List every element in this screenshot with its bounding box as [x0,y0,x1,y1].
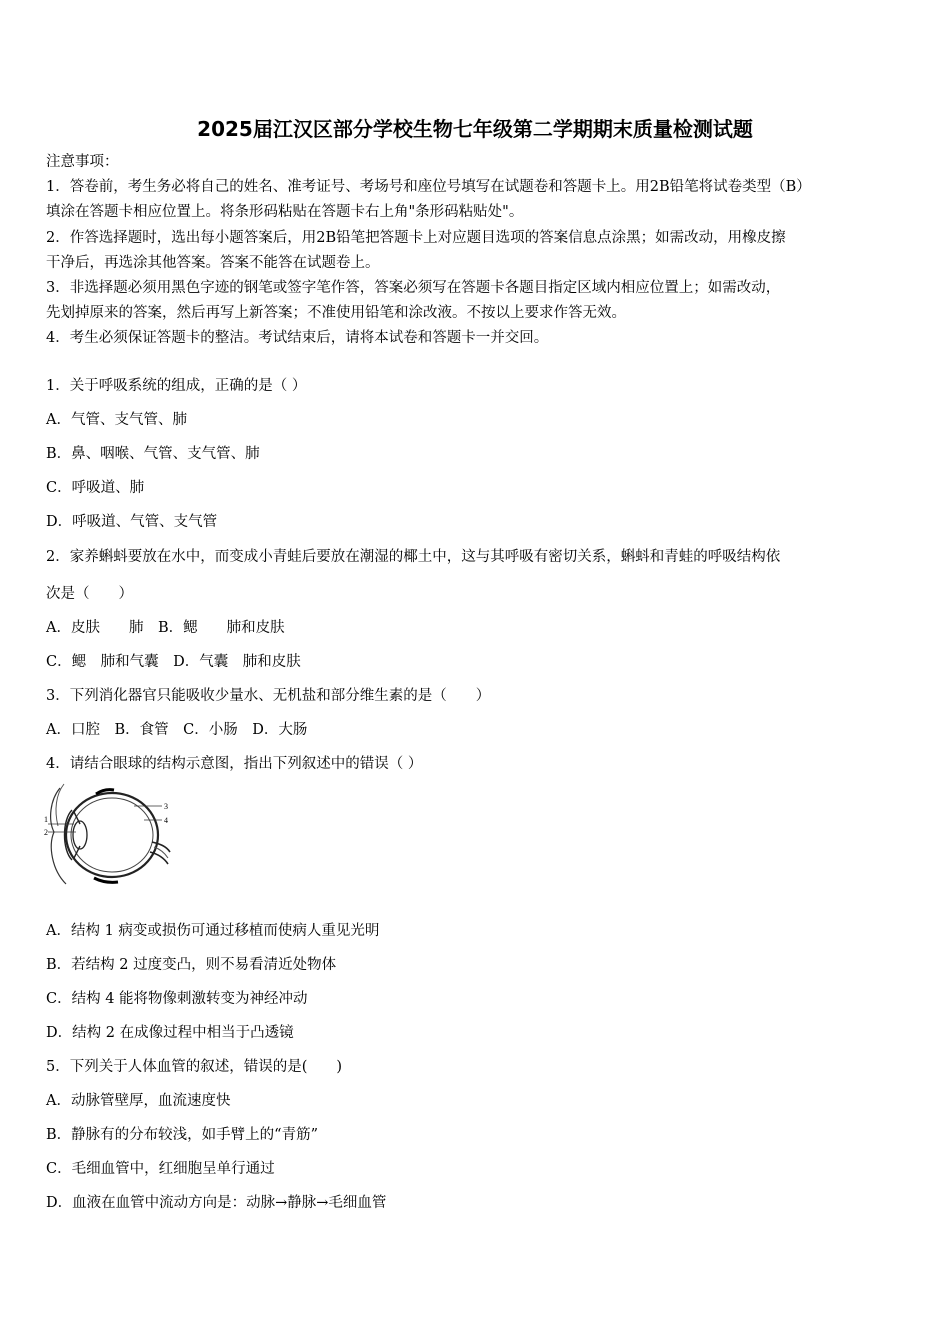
question-1-stem: 1．关于呼吸系统的组成，正确的是（ ） [46,378,307,394]
question-1-option-c: C．呼吸道、肺 [46,480,145,496]
question-1-option-a: A．气管、支气管、肺 [46,412,187,428]
notice-line: 2．作答选择题时，选出每小题答案后，用2B铅笔把答题卡上对应题目选项的答案信息点涂黑；如需改动，用橡皮擦 [46,230,786,246]
question-5-option-d: D．血液在血管中流动方向是：动脉→静脉→毛细血管 [46,1195,387,1211]
question-2-stem-cont: 次是（ ） [46,586,133,602]
question-5-option-b: B．静脉有的分布较浅，如手臂上的“青筋” [46,1127,318,1143]
question-4-option-a: A．结构 1 病变或损伤可通过移植而使病人重见光明 [46,923,380,939]
question-4-option-b: B．若结构 2 过度变凸，则不易看清近处物体 [46,957,337,973]
notice-line: 填涂在答题卡相应位置上。将条形码粘贴在答题卡右上角"条形码粘贴处"。 [46,204,524,220]
notice-line: 4．考生必须保证答题卡的整洁。考试结束后，请将本试卷和答题卡一并交回。 [46,330,549,346]
question-3-stem: 3．下列消化器官只能吸收少量水、无机盐和部分维生素的是（ ） [46,688,491,704]
question-5-option-c: C．毛细血管中，红细胞呈单行通过 [46,1161,275,1177]
question-1-option-b: B．鼻、咽喉、气管、支气管、肺 [46,446,260,462]
figure-label-3: 3 [164,802,168,811]
question-4-stem: 4．请结合眼球的结构示意图，指出下列叙述中的错误（ ） [46,756,423,772]
page-title: 2025届江汉区部分学校生物七年级第二学期期末质量检测试题 [197,117,753,141]
question-2-options-cd: C．鳃 肺和气囊 D．气囊 肺和皮肤 [46,654,301,670]
question-3-options: A．口腔 B．食管 C．小肠 D．大肠 [46,722,308,738]
notice-heading: 注意事项： [46,154,119,170]
figure-label-1: 1 [44,815,48,824]
question-5-stem: 5．下列关于人体血管的叙述，错误的是( ) [46,1059,343,1075]
question-2-stem: 2．家养蝌蚪要放在水中，而变成小青蛙后要放在潮湿的椰土中，这与其呼吸有密切关系，蝌蚪和青蛙的呼吸结构依 [46,549,781,565]
question-1-option-d: D．呼吸道、气管、支气管 [46,514,218,530]
figure-label-2: 2 [44,828,48,837]
notice-line: 先划掉原来的答案，然后再写上新答案；不准使用铅笔和涂改液。不按以上要求作答无效。 [46,305,626,321]
question-4-option-c: C．结构 4 能将物像刺激转变为神经冲动 [46,991,308,1007]
question-4-option-d: D．结构 2 在成像过程中相当于凸透镜 [46,1025,294,1041]
notice-line: 干净后，再选涂其他答案。答案不能答在试题卷上。 [46,255,380,271]
figure-label-4: 4 [164,816,168,825]
eyeball-diagram [44,780,174,888]
notice-line: 1．答卷前，考生务必将自己的姓名、准考证号、考场号和座位号填写在试题卷和答题卡上。用2B铅笔将试卷类型（B） [46,179,811,195]
question-2-options-ab: A．皮肤 肺 B．鳃 肺和皮肤 [46,620,285,636]
notice-line: 3．非选择题必须用黑色字迹的钢笔或签字笔作答，答案必须写在答题卡各题目指定区域内相应位置上；如需改动， [46,280,781,296]
question-5-option-a: A．动脉管壁厚，血流速度快 [46,1093,231,1109]
